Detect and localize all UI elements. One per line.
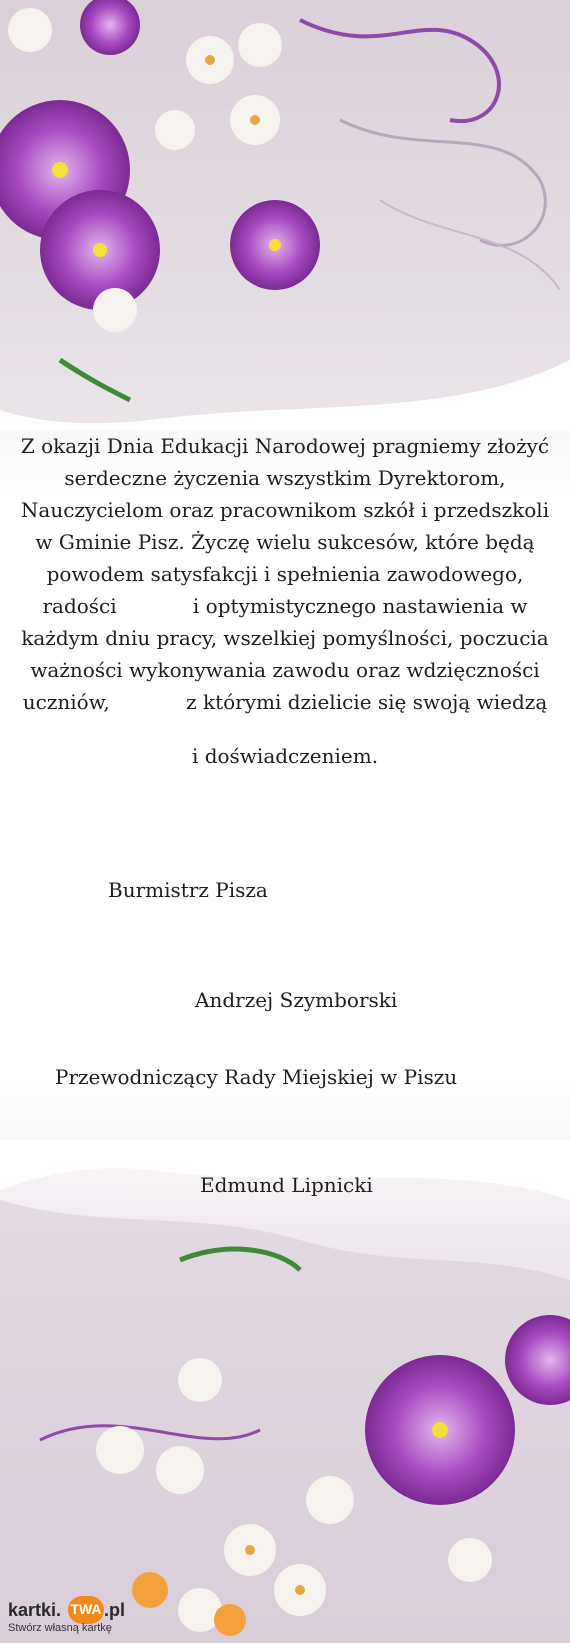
message-line: ważności wykonywania zawodu oraz wdzięczności	[30, 658, 540, 682]
message-line: powodem satysfakcji i spełnienia zawodowego,	[46, 562, 524, 586]
floral-decoration-top	[0, 0, 570, 430]
flower-icon	[40, 190, 160, 310]
flower-icon	[230, 200, 320, 290]
message-line: serdeczne życzenia wszystkim Dyrektorom,	[64, 466, 506, 490]
signature-name: Andrzej Szymborski	[195, 988, 398, 1012]
flower-icon	[365, 1355, 515, 1505]
signature-title: Przewodniczący Rady Miejskiej w Piszu	[55, 1065, 458, 1089]
message-line: Nauczycielom oraz pracownikom szkół i przedszkoli	[20, 498, 550, 522]
brand-logo[interactable]	[8, 1596, 125, 1638]
signature-title: Burmistrz Pisza	[108, 878, 268, 902]
message-line: radości i optymistycznego nastawienia w	[42, 594, 528, 618]
logo-tld: .pl	[104, 1600, 125, 1620]
message-line: Z okazji Dnia Edukacji Narodowej pragniemy złożyć	[20, 434, 550, 458]
message-line: w Gminie Pisz. Życzę wielu sukcesów, które będą	[35, 530, 535, 554]
floral-decoration-bottom	[0, 1140, 570, 1643]
logo-badge-text: TWA	[70, 1601, 102, 1617]
greeting-message	[0, 430, 570, 772]
signature-name: Edmund Lipnicki	[200, 1173, 373, 1197]
logo-tagline: Stwórz własną kartkę	[8, 1622, 112, 1634]
message-line: uczniów, z którymi dzielicie się swoją wiedzą	[22, 690, 548, 714]
message-line: każdym dniu pracy, wszelkiej pomyślności, poczucia	[21, 626, 549, 650]
logo-badge-icon	[68, 1596, 104, 1624]
message-line: i doświadczeniem.	[191, 744, 379, 768]
logo-text: kartki.	[8, 1600, 62, 1620]
